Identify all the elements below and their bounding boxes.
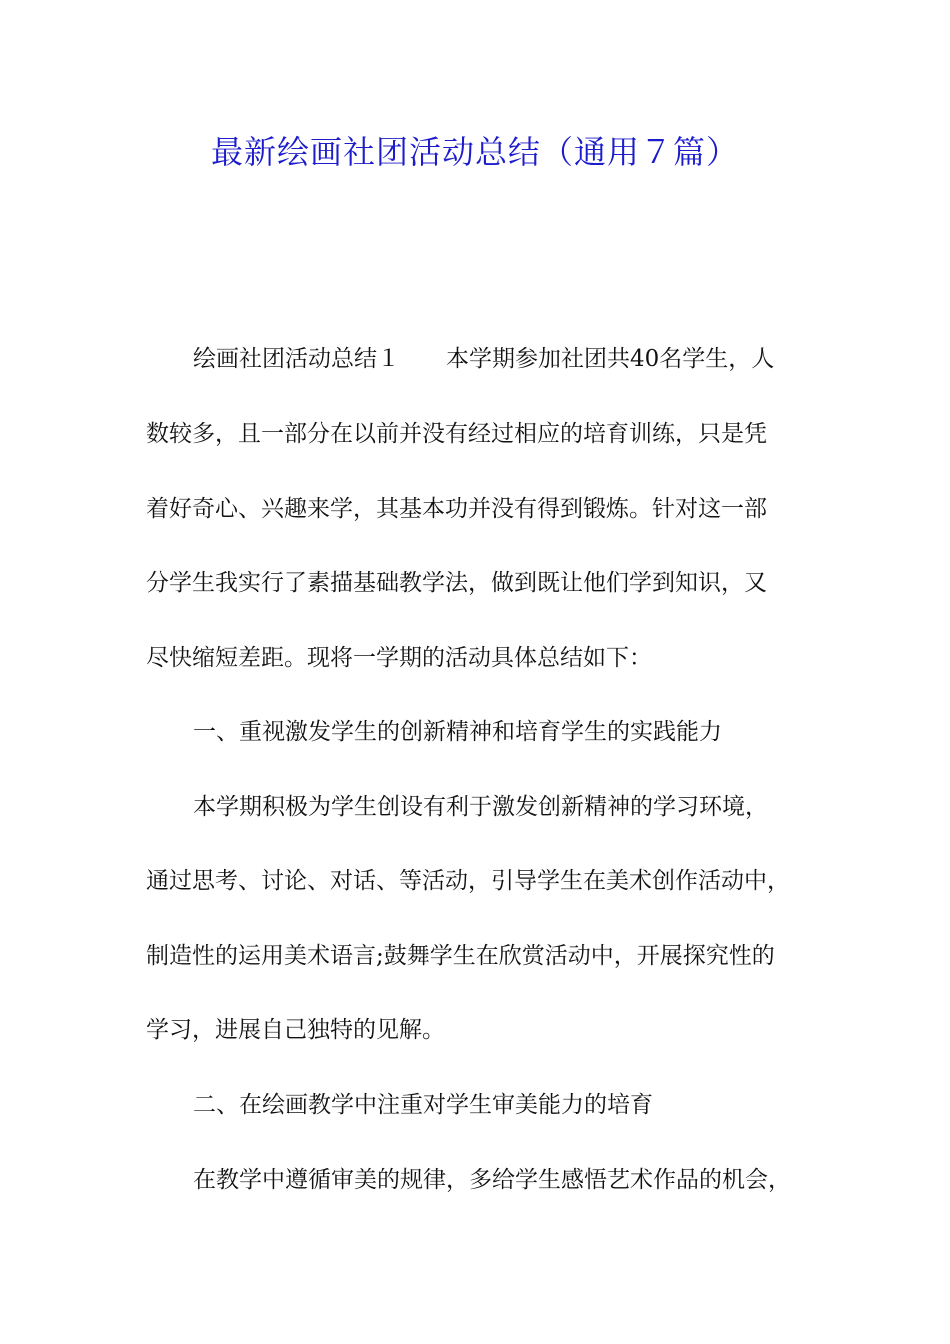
document-title: 最新绘画社团活动总结（通用７篇） xyxy=(210,133,739,171)
paragraph-line: 在教学中遵循审美的规律，多给学生感悟艺术作品的机会， xyxy=(193,1167,791,1193)
paragraph-line: 制造性的运用美术语言;鼓舞学生在欣赏活动中，开展探究性的 xyxy=(146,943,775,969)
paragraph-line: 通过思考、讨论、对话、等活动，引导学生在美术创作活动中， xyxy=(146,868,790,894)
paragraph-line xyxy=(193,339,826,379)
paragraph-text: 本学期参加社团共40名学生，人 xyxy=(446,346,775,372)
section-heading-inline: 绘画社团活动总结１ xyxy=(193,346,400,372)
paragraph-line: 分学生我实行了素描基础教学法，做到既让他们学到知识，又 xyxy=(146,570,767,596)
section-heading: 一、重视激发学生的创新精神和培育学生的实践能力 xyxy=(193,719,722,745)
paragraph-line: 尽快缩短差距。现将一学期的活动具体总结如下： xyxy=(146,645,652,671)
section-heading: 二、在绘画教学中注重对学生审美能力的培育 xyxy=(193,1092,653,1118)
paragraph-line: 着好奇心、兴趣来学，其基本功并没有得到锻炼。针对这一部 xyxy=(146,496,767,522)
paragraph-line: 学习，进展自己独特的见解。 xyxy=(146,1017,445,1043)
paragraph-line: 本学期积极为学生创设有利于激发创新精神的学习环境， xyxy=(193,794,768,820)
paragraph-line: 数较多，且一部分在以前并没有经过相应的培育训练，只是凭 xyxy=(146,421,767,447)
